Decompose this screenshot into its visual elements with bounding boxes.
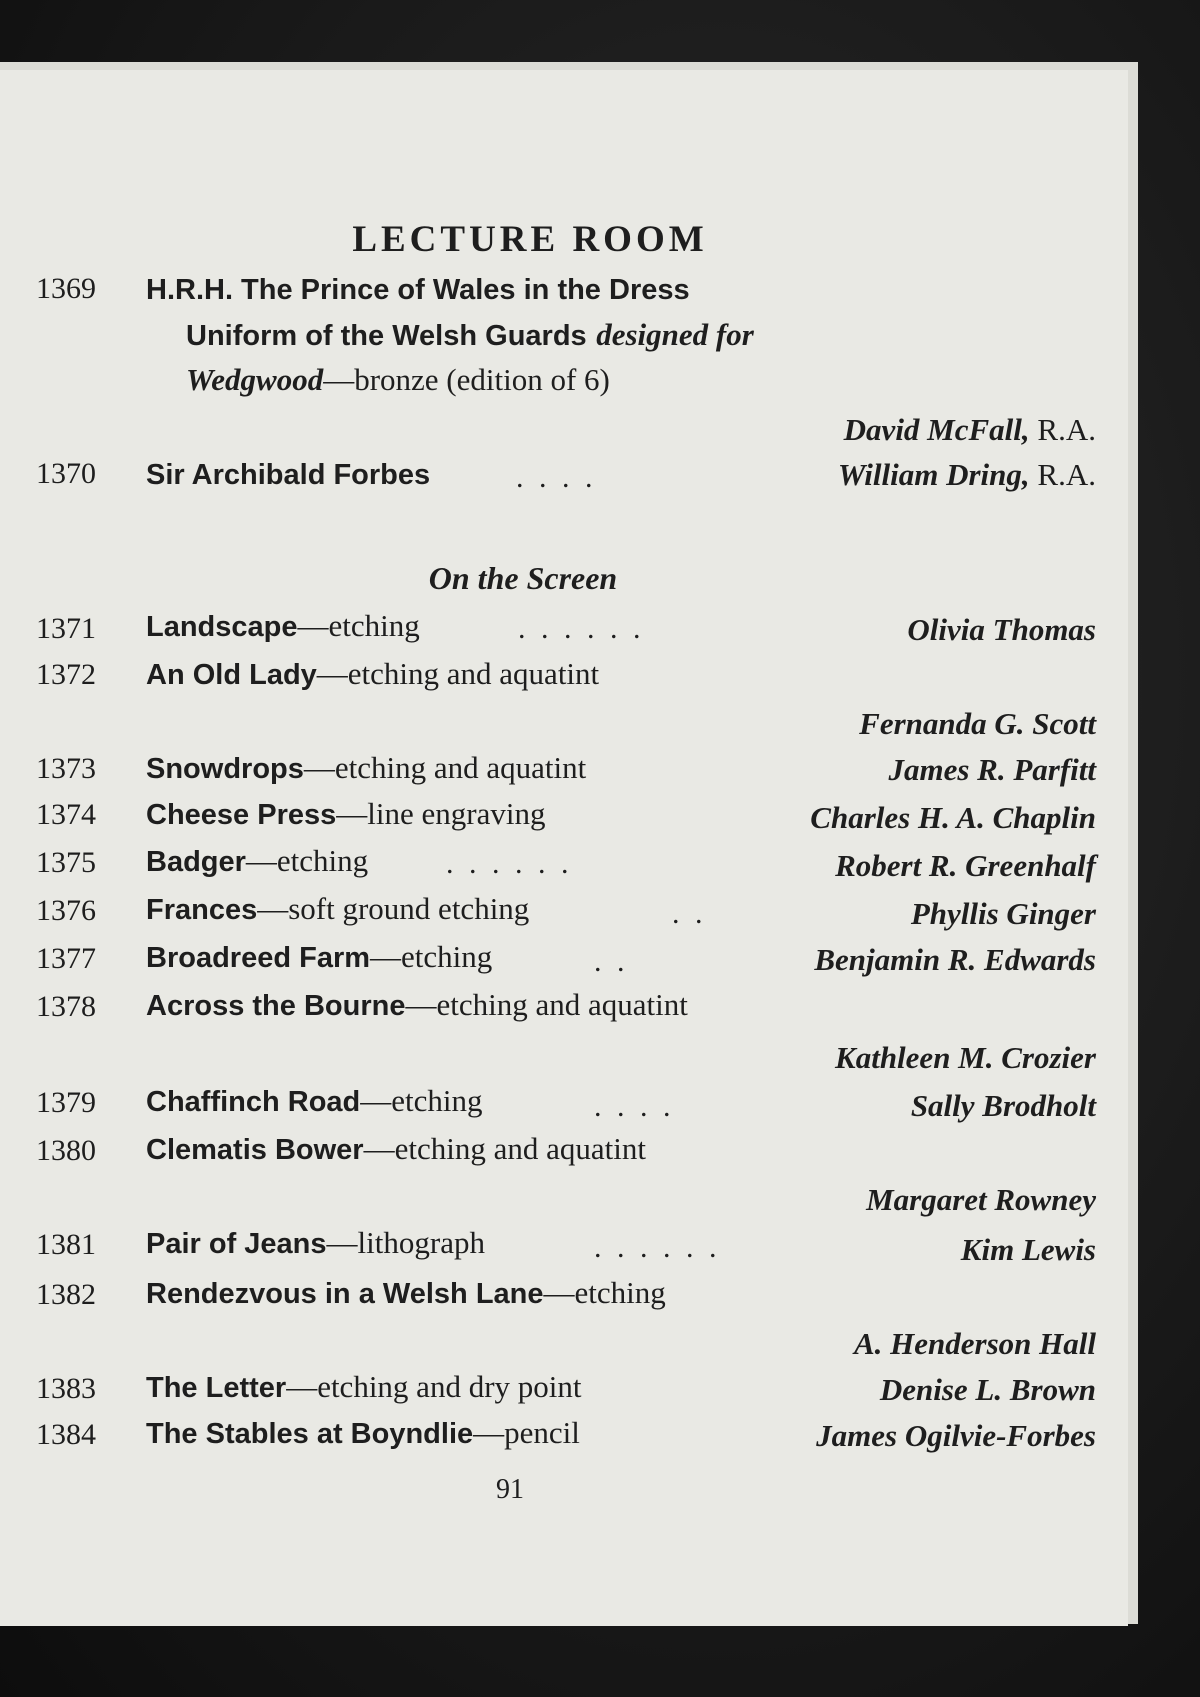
entry-title: The Stables at Boyndlie	[146, 1418, 474, 1450]
section-heading: On the Screen	[428, 560, 618, 596]
entry-medium: —etching	[360, 1083, 483, 1118]
entry-title: Pair of Jeans	[146, 1228, 327, 1260]
entry-medium-line	[186, 362, 610, 398]
entry-title: Snowdrops	[146, 753, 304, 785]
entry-medium: —etching and aquatint	[405, 987, 688, 1022]
entry-medium: —etching	[245, 843, 369, 878]
entry-title: Sir Archibald Forbes	[146, 459, 431, 491]
leader-dots: . .	[594, 945, 629, 978]
entry-number: 1370	[36, 457, 96, 490]
entry-artist: Charles H. A. Chaplin	[810, 800, 1096, 835]
entry-medium: —etching	[543, 1275, 666, 1310]
entry-line	[146, 457, 430, 492]
entry-artist: Phyllis Ginger	[910, 896, 1096, 931]
page-title: LECTURE ROOM	[352, 219, 708, 260]
entry-artist: A. Henderson Hall	[853, 1326, 1096, 1361]
entry-medium: —etching and aquatint	[303, 750, 587, 785]
entry-line	[146, 843, 368, 879]
entry-medium: —lithograph	[326, 1225, 485, 1260]
entry-title: Chaffinch Road	[146, 1086, 361, 1118]
entry-artist: James Ogilvie-Forbes	[816, 1418, 1096, 1453]
entry-artist: David McFall, R.A.	[843, 412, 1096, 447]
entry-number: 1375	[36, 846, 96, 879]
entry-artist: William Dring, R.A.	[837, 457, 1096, 492]
entry-medium: —etching	[297, 608, 420, 643]
entry-artist: Benjamin R. Edwards	[814, 942, 1096, 977]
entry-artist: Kim Lewis	[960, 1232, 1096, 1267]
entry-title: Frances	[146, 894, 258, 926]
entry-artist: Fernanda G. Scott	[859, 706, 1096, 741]
entry-number: 1381	[36, 1228, 96, 1261]
entry-title-line	[186, 317, 754, 353]
entry-line	[146, 1369, 582, 1405]
entry-artist: Sally Brodholt	[910, 1088, 1096, 1123]
entry-number: 1372	[36, 658, 96, 691]
leader-dots: . . . . . .	[518, 612, 645, 645]
entry-line	[146, 1131, 646, 1167]
entry-artist: Kathleen M. Crozier	[835, 1040, 1096, 1075]
entry-title: Broadreed Farm	[146, 942, 371, 974]
entry-title: Landscape	[146, 611, 298, 643]
entry-line	[146, 656, 599, 692]
entry-number: 1373	[36, 752, 96, 785]
entry-line	[146, 608, 420, 644]
entry-number: 1377	[36, 942, 96, 975]
entry-number: 1374	[36, 798, 96, 831]
entry-title-cont: Uniform of the Welsh Guards	[186, 320, 587, 352]
leader-dots: . . . .	[516, 461, 597, 494]
entry-medium: —etching and aquatint	[363, 1131, 646, 1166]
entry-line	[146, 939, 492, 975]
entry-number: 1369	[36, 272, 96, 305]
entry-title: Cheese Press	[146, 799, 337, 831]
entry-note-cont: Wedgwood	[186, 362, 324, 397]
leader-dots: . . . . . .	[446, 847, 573, 880]
entry-medium: —etching and aquatint	[316, 656, 600, 691]
entry-number: 1380	[36, 1134, 96, 1167]
entry-medium: —pencil	[473, 1415, 580, 1450]
entry-number: 1378	[36, 990, 96, 1023]
entry-artist: Robert R. Greenhalf	[835, 848, 1096, 883]
entry-title: Badger	[146, 846, 246, 878]
page-number: 91	[496, 1474, 524, 1505]
entry-title: Across the Bourne	[146, 990, 406, 1022]
entry-line	[146, 750, 586, 786]
entry-medium: —etching	[370, 939, 493, 974]
entry-number: 1384	[36, 1418, 96, 1451]
leader-dots: . .	[672, 897, 707, 930]
entry-number: 1371	[36, 612, 96, 645]
entry-medium: —line engraving	[336, 796, 546, 831]
entry-artist: Olivia Thomas	[907, 612, 1096, 647]
entry-title-line	[146, 272, 690, 307]
entry-line	[146, 891, 529, 927]
entry-number: 1379	[36, 1086, 96, 1119]
entry-artist: Denise L. Brown	[879, 1372, 1096, 1407]
entry-line	[146, 987, 688, 1023]
entry-artist: James R. Parfitt	[888, 752, 1096, 787]
entry-title: An Old Lady	[146, 659, 317, 691]
entry-title: Rendezvous in a Welsh Lane	[146, 1278, 544, 1310]
entry-title: The Letter	[146, 1372, 287, 1404]
entry-medium: —soft ground etching	[257, 891, 530, 926]
entry-line	[146, 1415, 580, 1451]
entry-line	[146, 1275, 666, 1311]
leader-dots: . . . .	[594, 1090, 675, 1123]
entry-artist: Margaret Rowney	[866, 1182, 1096, 1217]
entry-number: 1376	[36, 894, 96, 927]
entry-number: 1383	[36, 1372, 96, 1405]
leader-dots: . . . . . .	[594, 1231, 721, 1264]
entry-line	[146, 796, 545, 832]
entry-medium: —bronze (edition of 6)	[323, 362, 610, 397]
entry-line	[146, 1083, 483, 1119]
entry-number: 1382	[36, 1278, 96, 1311]
entry-medium: —etching and dry point	[286, 1369, 582, 1404]
entry-note: designed for	[596, 317, 754, 352]
entry-title: H.R.H. The Prince of Wales in the Dress	[146, 274, 690, 306]
entry-title: Clematis Bower	[146, 1134, 364, 1166]
entry-line	[146, 1225, 485, 1261]
